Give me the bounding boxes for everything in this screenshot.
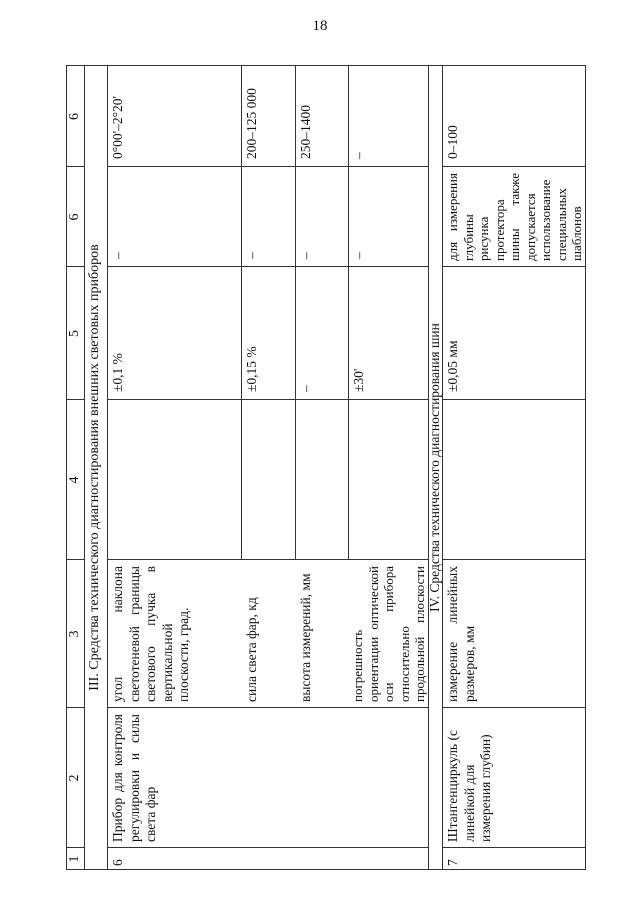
row-6-param-2-range: 200–125 000 xyxy=(244,88,259,159)
row-7-device: Штангенциркуль (с линейкой для измерения глубин) xyxy=(445,730,493,842)
row-6-param-1-accuracy: ±0,1 % xyxy=(110,353,125,392)
row-6-param-2-name: сила света фар, кд xyxy=(244,597,259,702)
row-6-param-3-name: высота измерений, мм xyxy=(298,573,313,702)
row-6-param-4-name: погрешность ориентации оптической оси прибора относительно продольной плоскости xyxy=(350,566,427,702)
header-separator xyxy=(84,65,85,870)
row-6-param-2-accuracy: ±0,15 % xyxy=(244,346,259,392)
column-header-4: 4 xyxy=(67,476,82,484)
column-header-3: 3 xyxy=(67,630,82,638)
row-6-device: Прибор для контроля регулировки и силы света фар xyxy=(110,714,158,842)
row-7-number: 7 xyxy=(445,859,460,866)
column-header-7: 6 xyxy=(67,113,82,120)
rotated-table xyxy=(66,65,586,870)
row-7-accuracy: ±0,05 мм xyxy=(445,340,460,392)
section-3-heading: III. Средства технического диагностирования внешних световых приборов xyxy=(87,244,102,691)
row-6-param-4-range: – xyxy=(351,152,366,159)
row-7-note: для измерения глубины рисунка протектора шины также допускается использование специальных шаблонов xyxy=(445,173,584,261)
row-6-param-3-range: 250–1400 xyxy=(298,105,313,159)
row-6-param-1-name: угол наклона светотеневой границы светового пучка в вертикальной плоскости, град. xyxy=(110,566,191,702)
row-6-param-1-note: – xyxy=(110,252,125,259)
row-6-param-1-range: 0°00'–2°20' xyxy=(110,96,125,159)
row-6-param-3-note: – xyxy=(298,252,313,259)
row-6-param-2-note: – xyxy=(244,252,259,259)
section-4-heading: IV. Средства технического диагностирования шин xyxy=(427,323,442,612)
row-6-param-4-note: – xyxy=(351,252,366,259)
row-6-param-3-accuracy: – xyxy=(298,385,313,392)
column-header-1: 1 xyxy=(67,855,82,863)
column-header-2: 2 xyxy=(67,774,82,782)
table-border-left xyxy=(66,869,586,870)
row-7-param: измерение линейных размеров, мм xyxy=(445,566,477,702)
row-6-number: 6 xyxy=(110,859,125,866)
page-number: 18 xyxy=(312,18,328,34)
row-7-range: 0–100 xyxy=(445,125,460,159)
column-header-6: 6 xyxy=(67,213,82,221)
table-border-bottom xyxy=(585,65,586,870)
column-header-5: 5 xyxy=(67,330,82,337)
row-6-param-4-accuracy: ±30' xyxy=(351,368,366,392)
